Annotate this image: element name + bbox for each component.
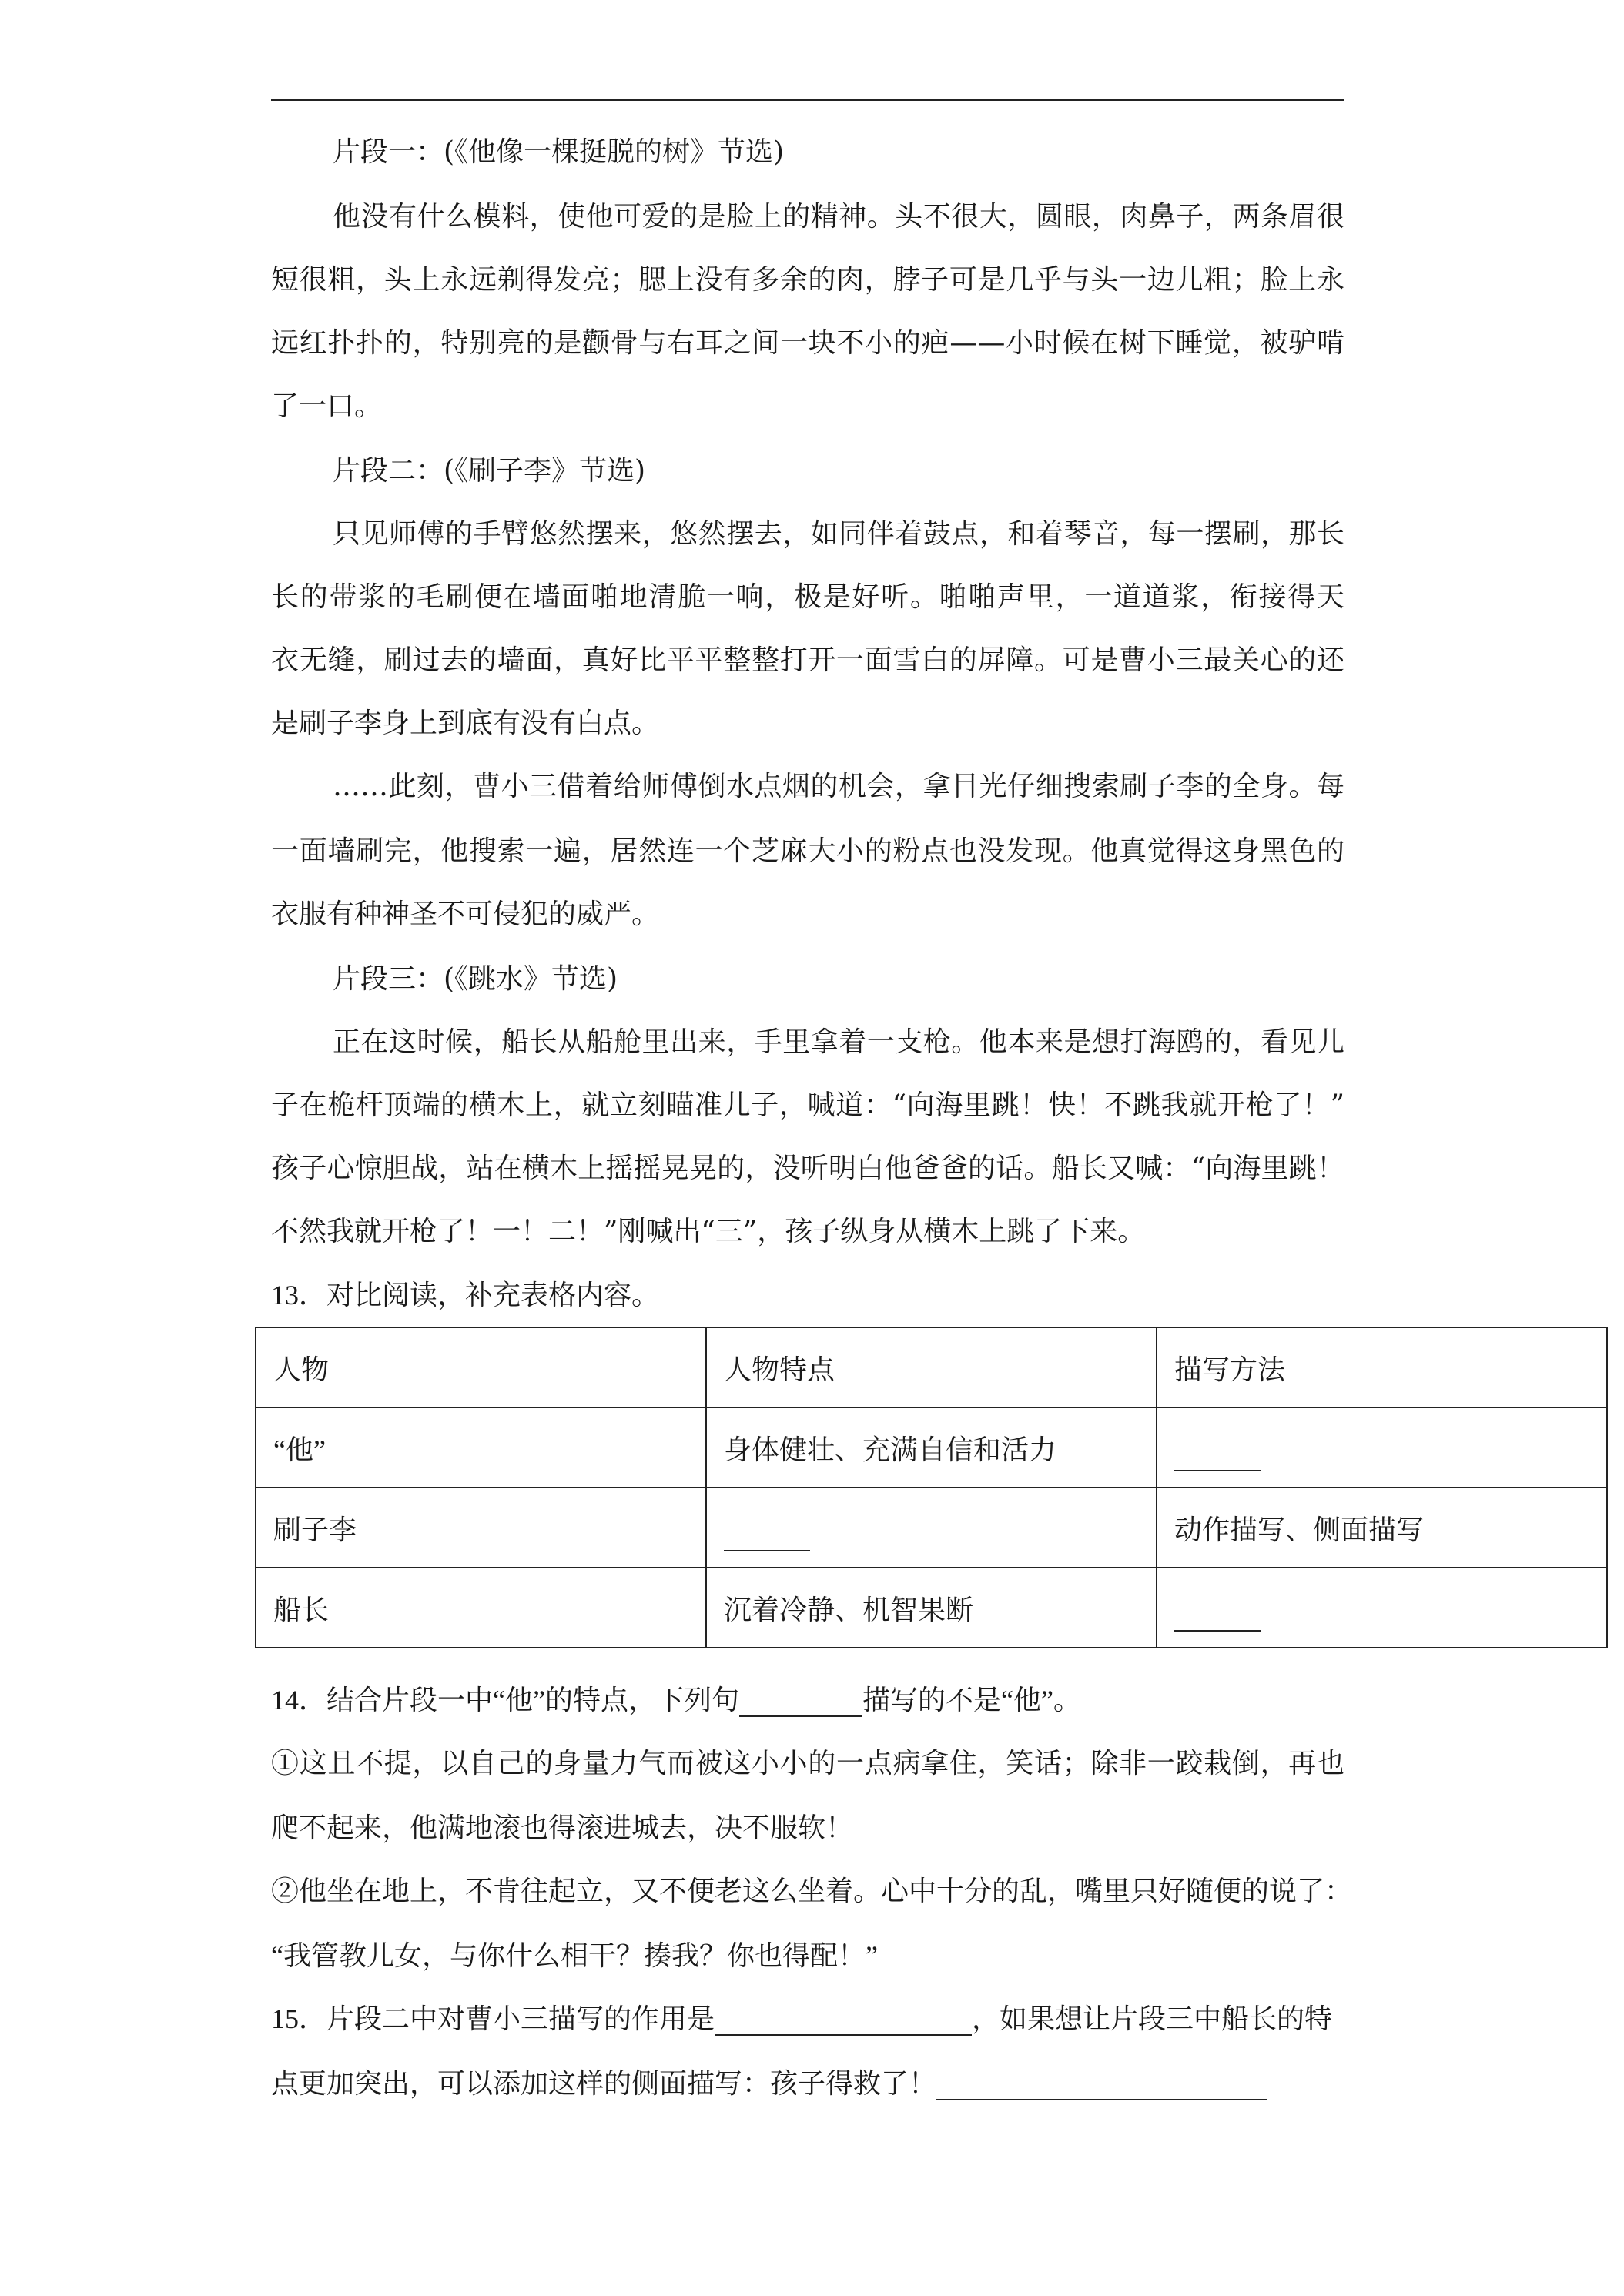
question-15 — [271, 2002, 1344, 2036]
passage-1-heading: 片段一：(《他像一棵挺脱的树》节选) — [333, 136, 785, 168]
table-cell: 沉着冷静、机智果断 — [706, 1568, 1157, 1648]
passage-1-line: 远红扑扑的，特别亮的是颧骨与右耳之间一块不小的疤——小时候在树下睡觉，被驴啃 — [271, 327, 1344, 359]
header-rule — [271, 99, 1344, 101]
passage-3-line: 子在桅杆顶端的横木上，就立刻瞄准儿子，喊道：“向海里跳！快！不跳我就开枪了！” — [271, 1089, 1344, 1121]
question-15-prompt-line2: 点更加突出，可以添加这样的侧面描写：孩子得救了！ — [271, 2068, 937, 2099]
answer-blank[interactable] — [936, 2071, 1267, 2100]
question-14-option-2-cont: “我管教儿女，与你什么相干？揍我？你也得配！” — [271, 1940, 878, 1971]
question-15-prompt: 15．片段二中对曹小三描写的作用是 — [271, 2003, 715, 2034]
passage-2-line: 一面墙刷完，他搜索一遍，居然连一个芝麻大小的粉点也没发现。他真觉得这身黑色的 — [271, 835, 1344, 867]
question-14-option-1: ①这且不提，以自己的身量力气而被这小小的一点病拿住，笑话；除非一跤栽倒，再也 — [271, 1748, 1344, 1779]
question-14-prompt-end: 描写的不是“他”。 — [862, 1685, 1081, 1715]
table-cell: “他” — [256, 1407, 706, 1488]
answer-blank[interactable] — [715, 2006, 972, 2036]
answer-blank[interactable] — [739, 1688, 862, 1717]
passage-2-heading: 片段二：(《刷子李》节选) — [333, 455, 646, 487]
table-cell: 船长 — [256, 1568, 706, 1648]
table-header-cell: 人物特点 — [706, 1327, 1157, 1407]
question-13: 13．对比阅读，补充表格内容。 — [271, 1280, 660, 1310]
comparison-table — [255, 1327, 1608, 1648]
question-14-option-2: ②他坐在地上，不肯往起立，又不便老这么坐着。心中十分的乱，嘴里只好随便的说了： — [271, 1876, 1353, 1906]
question-15-prompt-mid: ，如果想让片段三中船长的特 — [972, 2003, 1333, 2034]
question-14-prompt: 14．结合片段一中“他”的特点，下列句 — [271, 1685, 739, 1715]
table-header-cell: 人物 — [256, 1327, 706, 1407]
passage-2-line: 衣服有种神圣不可侵犯的威严。 — [271, 899, 660, 930]
passage-3-line: 正在这时候，船长从船舱里出来，手里拿着一支枪。他本来是想打海鸥的，看见儿 — [333, 1026, 1344, 1058]
answer-blank[interactable] — [1174, 1601, 1261, 1632]
question-14 — [271, 1683, 1344, 1717]
answer-blank-cell[interactable] — [1157, 1407, 1607, 1488]
passage-2-line: 只见师傅的手臂悠然摆来，悠然摆去，如同伴着鼓点，和着琴音，每一摆刷，那长 — [333, 518, 1344, 550]
table-header-row — [256, 1327, 1607, 1407]
passage-2-line: ……此刻，曹小三借着给师傅倒水点烟的机会，拿目光仔细搜索刷子李的全身。每 — [333, 771, 1344, 802]
question-14-option-1-cont: 爬不起来，他满地滚也得滚进城去，决不服软！ — [271, 1812, 854, 1843]
passage-3-heading: 片段三：(《跳水》节选) — [333, 963, 618, 995]
answer-blank-cell[interactable] — [706, 1488, 1157, 1568]
passage-3-line: 孩子心惊胆战，站在横木上摇摇晃晃的，没听明白他爸爸的话。船长又喊：“向海里跳！ — [271, 1153, 1344, 1184]
table-cell: 刷子李 — [256, 1488, 706, 1568]
passage-2-line: 是刷子李身上到底有没有白点。 — [271, 708, 660, 739]
answer-blank[interactable] — [1174, 1441, 1261, 1471]
table-header-cell: 描写方法 — [1157, 1327, 1607, 1407]
table-cell: 动作描写、侧面描写 — [1157, 1488, 1607, 1568]
table-row — [256, 1568, 1607, 1648]
table-row — [256, 1488, 1607, 1568]
passage-1-line: 他没有什么模料，使他可爱的是脸上的精神。头不很大，圆眼，肉鼻子，两条眉很 — [333, 201, 1344, 233]
answer-blank-cell[interactable] — [1157, 1568, 1607, 1648]
table-row — [256, 1407, 1607, 1488]
answer-blank[interactable] — [724, 1521, 810, 1551]
question-15-cont — [271, 2067, 1344, 2100]
passage-1-line: 短很粗，头上永远剃得发亮；腮上没有多余的肉，脖子可是几乎与头一边儿粗；脸上永 — [271, 264, 1344, 296]
passage-2-line: 长的带浆的毛刷便在墙面啪地清脆一响，极是好听。啪啪声里，一道道浆，衔接得天 — [271, 581, 1344, 613]
table-cell: 身体健壮、充满自信和活力 — [706, 1407, 1157, 1488]
passage-1-line: 了一口。 — [271, 390, 383, 422]
passage-3-line: 不然我就开枪了！一！二！”刚喊出“三”，孩子纵身从横木上跳了下来。 — [271, 1216, 1146, 1247]
passage-2-line: 衣无缝，刷过去的墙面，真好比平平整整打开一面雪白的屏障。可是曹小三最关心的还 — [271, 644, 1344, 676]
